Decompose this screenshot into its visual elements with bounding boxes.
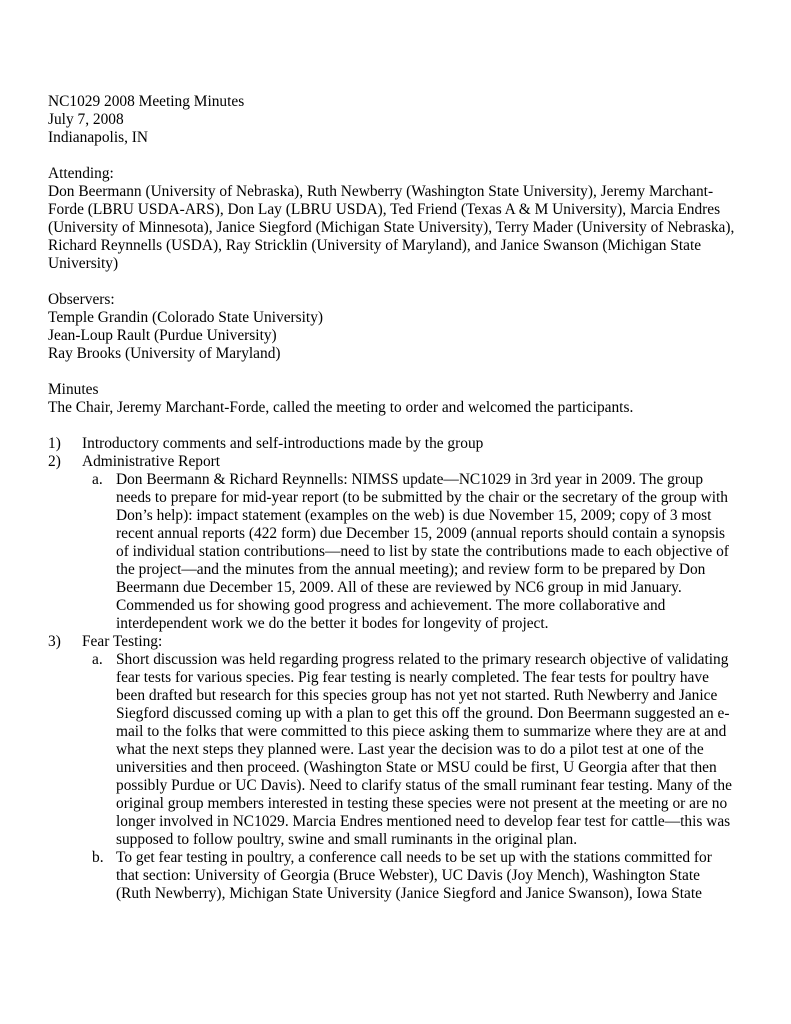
agenda-item <box>48 453 748 471</box>
sub-item-line: universities and then proceed. (Washington State or MSU could be first, U Georgia after that then <box>116 759 717 776</box>
sub-item-line: recent annual reports (422 form) due December 15, 2009 (annual reports should contain a synopsis <box>116 525 726 542</box>
sub-item-line: Commended us for showing good progress and achievement. The more collaborative and <box>116 597 666 614</box>
observers-heading: Observers: <box>48 291 115 308</box>
sub-item-line: mail to the folks that were committed to this piece asking them to summarize where they are at and <box>116 723 727 740</box>
sub-item-line: Siegford discussed coming up with a plan to get this off the ground. Don Beermann suggested an e- <box>116 705 730 722</box>
attending-line: Richard Reynnells (USDA), Ray Stricklin (University of Maryland), and Janice Swanson (Michigan State <box>48 237 702 254</box>
item-number: 1) <box>48 435 61 452</box>
item-title: Administrative Report <box>82 453 221 470</box>
sub-item-line: original group members interested in testing these species were not present at the meeting or are no <box>116 795 728 812</box>
observer-name: Ray Brooks (University of Maryland) <box>48 345 281 362</box>
sub-item-line: been drafted but research for this species group has not yet not started. Ruth Newberry and Janice <box>116 687 718 704</box>
agenda-item <box>48 633 748 651</box>
agenda-item <box>48 435 748 453</box>
minutes-heading: Minutes <box>48 381 99 398</box>
sub-item-letter: b. <box>92 849 104 866</box>
sub-item <box>48 849 748 903</box>
sub-item-line: Don’s help): impact statement (examples on the web) is due November 15, 2009; copy of 3 most <box>116 507 712 524</box>
sub-item-line: of individual station contributions—need to list by state the contributions made to each objective of <box>116 543 729 560</box>
item-title: Fear Testing: <box>82 633 163 650</box>
attending-line: Don Beermann (University of Nebraska), Ruth Newberry (Washington State University), Jeremy Marchant- <box>48 183 714 200</box>
document-title: NC1029 2008 Meeting Minutes <box>48 93 245 110</box>
observer-name: Jean-Loup Rault (Purdue University) <box>48 327 277 344</box>
observers-list <box>48 309 748 363</box>
sub-item-line: Short discussion was held regarding progress related to the primary research objective of validating <box>116 651 729 668</box>
sub-item-line: (Ruth Newberry), Michigan State University (Janice Siegford and Janice Swanson), Iowa State <box>116 885 702 902</box>
sub-item-line: the project—and the minutes from the annual meeting); and review form to be prepared by Don <box>116 561 706 578</box>
sub-item-line: To get fear testing in poultry, a conference call needs to be set up with the stations committed for <box>116 849 712 866</box>
sub-item <box>48 471 748 633</box>
sub-item-line: possibly Purdue or UC Davis). Need to clarify status of the small ruminant fear testing. Many of the <box>116 777 732 794</box>
attending-line: Forde (LBRU USDA-ARS), Don Lay (LBRU USDA), Ted Friend (Texas A & M University), Marcia Endres <box>48 201 721 218</box>
attending-heading: Attending: <box>48 165 114 182</box>
sub-item-line: fear tests for various species. Pig fear testing is nearly completed. The fear tests for poultry have <box>116 669 709 686</box>
attending-list <box>48 183 748 273</box>
attending-line: University) <box>48 255 119 272</box>
sub-item <box>48 651 748 849</box>
sub-item-line: longer involved in NC1029. Marcia Endres mentioned need to develop fear test for cattle—this was <box>116 813 731 830</box>
minutes-intro: The Chair, Jeremy Marchant-Forde, called the meeting to order and welcomed the participants. <box>48 399 634 416</box>
meeting-date: July 7, 2008 <box>48 111 124 128</box>
meeting-location: Indianapolis, IN <box>48 129 149 146</box>
document-body <box>48 93 748 903</box>
item-title: Introductory comments and self-introductions made by the group <box>82 435 484 452</box>
observer-name: Temple Grandin (Colorado State University) <box>48 309 324 326</box>
item-number: 3) <box>48 633 61 650</box>
sub-item-line: needs to prepare for mid-year report (to be submitted by the chair or the secretary of the group with <box>116 489 728 506</box>
sub-item-letter: a. <box>92 651 103 668</box>
item-number: 2) <box>48 453 61 470</box>
sub-item-line: interdependent work we do the better it bodes for longevity of project. <box>116 615 549 632</box>
sub-item-letter: a. <box>92 471 103 488</box>
sub-item-line: Don Beermann & Richard Reynnells: NIMSS update—NC1029 in 3rd year in 2009. The group <box>116 471 704 488</box>
sub-item-line: Beermann due December 15, 2009. All of these are reviewed by NC6 group in mid January. <box>116 579 682 596</box>
sub-item-line: what the next steps they planned were. Last year the decision was to do a pilot test at one of the <box>116 741 704 758</box>
attending-line: (University of Minnesota), Janice Siegford (Michigan State University), Terry Mader (University of Nebraska), <box>48 219 735 236</box>
sub-item-line: supposed to follow poultry, swine and small ruminants in the original plan. <box>116 831 578 848</box>
sub-item-line: that section: University of Georgia (Bruce Webster), UC Davis (Joy Mench), Washington State <box>116 867 700 884</box>
